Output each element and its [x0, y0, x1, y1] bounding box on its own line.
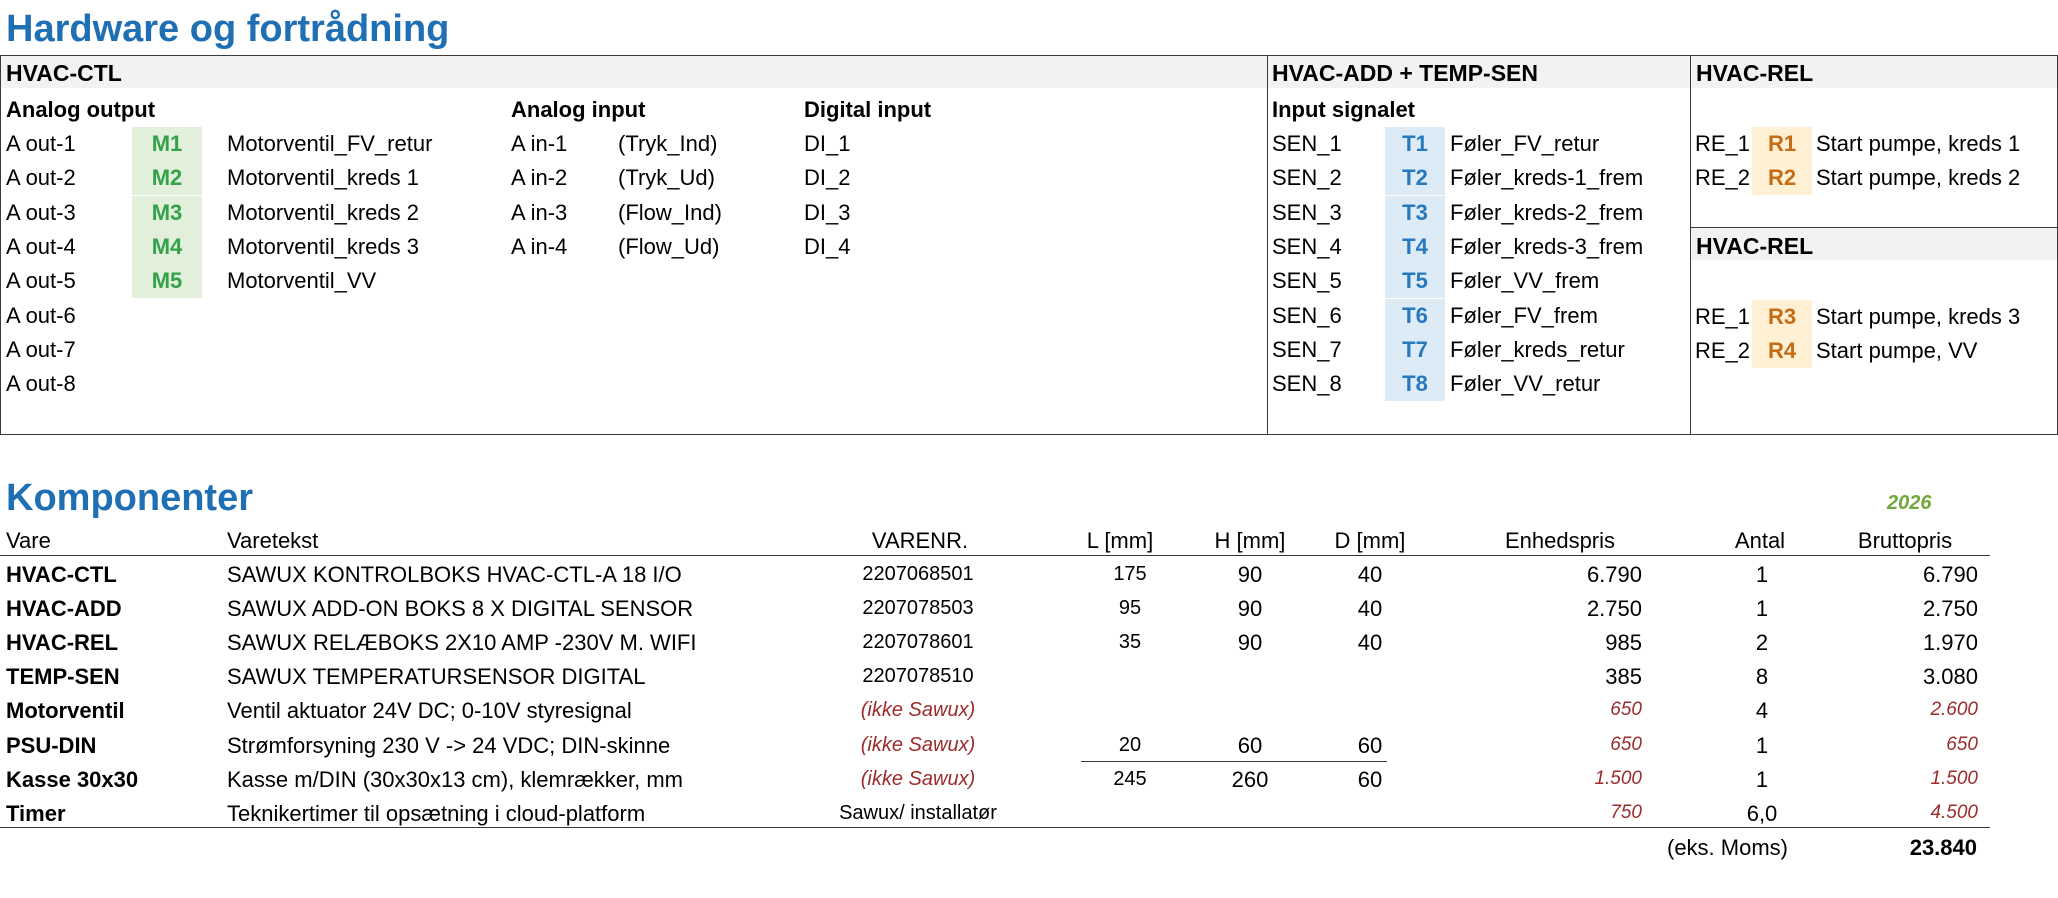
ai-port: A in-3 — [511, 199, 568, 225]
item-bruttopris: 4.500 — [1930, 801, 1978, 823]
add-subtitle: Input signalet — [1272, 97, 1415, 122]
item-tekst: Strømforsyning 230 V -> 24 VDC; DIN-skinne — [227, 732, 671, 758]
sensor-tag: T4 — [1385, 230, 1445, 264]
di-port: DI_1 — [804, 131, 851, 156]
item-d: 40 — [1357, 596, 1383, 622]
sen-name: Føler_kreds-1_frem — [1450, 165, 1644, 191]
rel-port: RE_1 — [1695, 131, 1751, 156]
price-year: 2026 — [1887, 492, 1932, 514]
sen-port: SEN_7 — [1272, 336, 1342, 362]
relay-tag: R2 — [1752, 161, 1812, 195]
ctl-title: HVAC-CTL — [6, 60, 122, 86]
item-bruttopris: 2.600 — [1930, 699, 1978, 721]
ai-name: (Tryk_Ind) — [618, 131, 718, 156]
item-enhedspris: 985 — [1605, 630, 1642, 656]
item-enhedspris: 750 — [1610, 801, 1642, 823]
col-header-antal: Antal — [1734, 528, 1786, 553]
col-header-l: L [mm] — [1086, 528, 1154, 553]
col-header-varetekst: Varetekst — [227, 528, 319, 553]
col-header-d: D [mm] — [1334, 528, 1406, 553]
item-tekst: SAWUX KONTROLBOKS HVAC-CTL-A 18 I/O — [227, 562, 682, 587]
item-varenr: 2207078503 — [862, 597, 974, 620]
item-vare: Motorventil — [6, 698, 125, 724]
relay-tag: R3 — [1752, 300, 1812, 334]
sen-port: SEN_2 — [1272, 165, 1342, 191]
divider — [1267, 55, 1268, 435]
item-l: 35 — [1118, 631, 1142, 654]
ao-port: A out-4 — [6, 233, 76, 259]
rel-port: RE_2 — [1695, 338, 1751, 364]
item-l: 20 — [1118, 733, 1142, 756]
col-header-bruttopris: Bruttopris — [1857, 528, 1953, 553]
total-value: 23.840 — [1909, 835, 1977, 860]
motor-tag: M2 — [132, 161, 202, 195]
sensor-tag: T2 — [1385, 161, 1445, 195]
ao-port: A out-3 — [6, 199, 76, 225]
item-h: 90 — [1237, 596, 1263, 622]
di-port: DI_4 — [804, 233, 851, 259]
item-h: 60 — [1237, 732, 1263, 758]
sen-name: Føler_FV_retur — [1450, 131, 1600, 156]
item-antal: 1 — [1755, 562, 1769, 587]
item-vare: HVAC-ADD — [6, 596, 122, 622]
ao-port: A out-8 — [6, 371, 76, 397]
ao-name: Motorventil_VV — [227, 268, 377, 294]
sen-port: SEN_8 — [1272, 371, 1342, 397]
item-tekst: Teknikertimer til opsætning i cloud-platform — [227, 800, 646, 826]
dimension-rule — [1081, 761, 1387, 762]
sen-port: SEN_3 — [1272, 199, 1342, 225]
item-h: 90 — [1237, 630, 1263, 656]
ao-name: Motorventil_kreds 2 — [227, 199, 419, 225]
item-antal: 2 — [1755, 630, 1769, 656]
rel-port: RE_2 — [1695, 165, 1751, 191]
ai-port: A in-1 — [511, 131, 568, 156]
item-vare: HVAC-CTL — [6, 562, 117, 587]
ao-port: A out-2 — [6, 165, 76, 191]
item-varenr: (ikke Sawux) — [860, 699, 976, 722]
rel-name: Start pumpe, kreds 1 — [1816, 131, 2021, 156]
ai-port: A in-2 — [511, 165, 568, 191]
item-vare: Kasse 30x30 — [6, 766, 139, 792]
item-bruttopris: 1.500 — [1930, 767, 1978, 789]
col-header-h: H [mm] — [1214, 528, 1286, 553]
item-enhedspris: 650 — [1610, 733, 1642, 755]
sen-name: Føler_VV_frem — [1450, 268, 1600, 294]
item-enhedspris: 650 — [1610, 699, 1642, 721]
item-antal: 8 — [1755, 664, 1769, 690]
section-title-components: Komponenter — [6, 477, 253, 519]
sen-name: Føler_kreds_retur — [1450, 336, 1625, 362]
section-title-hardware: Hardware og fortrådning — [6, 8, 450, 50]
item-l: 175 — [1113, 563, 1147, 585]
ao-name: Motorventil_kreds 1 — [227, 165, 419, 191]
ao-name: Motorventil_kreds 3 — [227, 233, 419, 259]
rel-name: Start pumpe, kreds 3 — [1816, 304, 2021, 329]
item-vare: PSU-DIN — [6, 732, 97, 758]
sen-port: SEN_6 — [1272, 302, 1342, 328]
item-l: 95 — [1118, 597, 1142, 620]
item-tekst: SAWUX RELÆBOKS 2X10 AMP -230V M. WIFI — [227, 630, 697, 656]
header-rule — [0, 555, 1990, 556]
item-enhedspris: 2.750 — [1586, 596, 1642, 622]
rel-name: Start pumpe, kreds 2 — [1816, 165, 2021, 191]
motor-tag: M5 — [132, 264, 202, 298]
sensor-tag: T8 — [1385, 367, 1445, 401]
motor-tag: M4 — [132, 230, 202, 264]
ai-name: (Tryk_Ud) — [618, 165, 715, 191]
item-varenr: (ikke Sawux) — [860, 733, 976, 756]
ai-name: (Flow_Ud) — [618, 233, 720, 259]
add-title: HVAC-ADD + TEMP-SEN — [1272, 60, 1539, 86]
item-varenr: Sawux/ installatør — [839, 801, 997, 824]
item-varenr: 2207078601 — [862, 631, 974, 654]
item-d: 40 — [1357, 630, 1383, 656]
rel1-title: HVAC-REL — [1696, 60, 1814, 86]
item-tekst: Ventil aktuator 24V DC; 0-10V styresignal — [227, 698, 632, 724]
item-vare: TEMP-SEN — [6, 664, 120, 690]
item-varenr: 2207078510 — [862, 665, 974, 688]
motor-tag: M3 — [132, 196, 202, 230]
sensor-tag: T1 — [1385, 127, 1445, 161]
item-bruttopris: 650 — [1946, 733, 1978, 755]
item-varenr: (ikke Sawux) — [860, 767, 976, 790]
item-bruttopris: 1.970 — [1922, 630, 1978, 656]
sen-port: SEN_5 — [1272, 268, 1342, 294]
item-vare: HVAC-REL — [6, 630, 119, 656]
item-h: 260 — [1231, 766, 1269, 792]
analog-input-label: Analog input — [511, 97, 646, 122]
col-header-varenr: VARENR. — [871, 528, 969, 553]
sen-name: Føler_kreds-2_frem — [1450, 199, 1644, 225]
item-antal: 4 — [1755, 698, 1769, 724]
sen-name: Føler_VV_retur — [1450, 371, 1601, 397]
ai-name: (Flow_Ind) — [618, 199, 722, 225]
ao-port: A out-6 — [6, 302, 76, 328]
item-d: 60 — [1357, 732, 1383, 758]
item-bruttopris: 2.750 — [1922, 596, 1978, 622]
item-enhedspris: 1.500 — [1594, 767, 1642, 789]
di-port: DI_2 — [804, 165, 851, 191]
item-bruttopris: 3.080 — [1922, 664, 1978, 690]
col-header-enhedspris: Enhedspris — [1504, 528, 1616, 553]
sensor-tag: T3 — [1385, 196, 1445, 230]
sensor-tag: T5 — [1385, 264, 1445, 298]
digital-input-label: Digital input — [804, 97, 932, 122]
ai-port: A in-4 — [511, 233, 568, 259]
ao-port: A out-1 — [6, 131, 76, 156]
item-antal: 1 — [1755, 596, 1769, 622]
sensor-tag: T7 — [1385, 333, 1445, 367]
col-header-vare: Vare — [6, 528, 51, 553]
rel-port: RE_1 — [1695, 304, 1751, 329]
item-antal: 1 — [1755, 732, 1769, 758]
rel2-title: HVAC-REL — [1696, 233, 1814, 259]
di-port: DI_3 — [804, 199, 851, 225]
item-tekst: Kasse m/DIN (30x30x13 cm), klemrækker, mm — [227, 766, 683, 792]
relay-tag: R1 — [1752, 127, 1812, 161]
total-label: (eks. Moms) — [1667, 835, 1788, 860]
item-antal: 6,0 — [1746, 800, 1778, 826]
sen-name: Føler_kreds-3_frem — [1450, 233, 1644, 259]
sen-port: SEN_4 — [1272, 233, 1342, 259]
item-antal: 1 — [1755, 766, 1769, 792]
motor-tag: M1 — [132, 127, 202, 161]
sensor-tag: T6 — [1385, 299, 1445, 333]
item-tekst: SAWUX ADD-ON BOKS 8 X DIGITAL SENSOR — [227, 596, 694, 622]
item-enhedspris: 6.790 — [1586, 562, 1642, 587]
item-h: 90 — [1237, 562, 1263, 587]
relay-tag: R4 — [1752, 334, 1812, 368]
sen-name: Føler_FV_frem — [1450, 302, 1598, 328]
item-l: 245 — [1113, 767, 1147, 790]
ao-port: A out-5 — [6, 268, 76, 294]
item-d: 60 — [1357, 766, 1383, 792]
table-bottom-rule — [0, 827, 1990, 828]
sen-port: SEN_1 — [1272, 131, 1342, 156]
item-bruttopris: 6.790 — [1922, 562, 1978, 587]
rel-name: Start pumpe, VV — [1816, 338, 1978, 364]
item-tekst: SAWUX TEMPERATURSENSOR DIGITAL — [227, 664, 646, 690]
ao-port: A out-7 — [6, 336, 76, 362]
item-d: 40 — [1357, 562, 1383, 587]
item-vare: Timer — [6, 800, 66, 826]
ao-name: Motorventil_FV_retur — [227, 131, 433, 156]
item-varenr: 2207068501 — [862, 563, 974, 585]
item-enhedspris: 385 — [1605, 664, 1642, 690]
analog-output-label: Analog output — [6, 97, 156, 122]
